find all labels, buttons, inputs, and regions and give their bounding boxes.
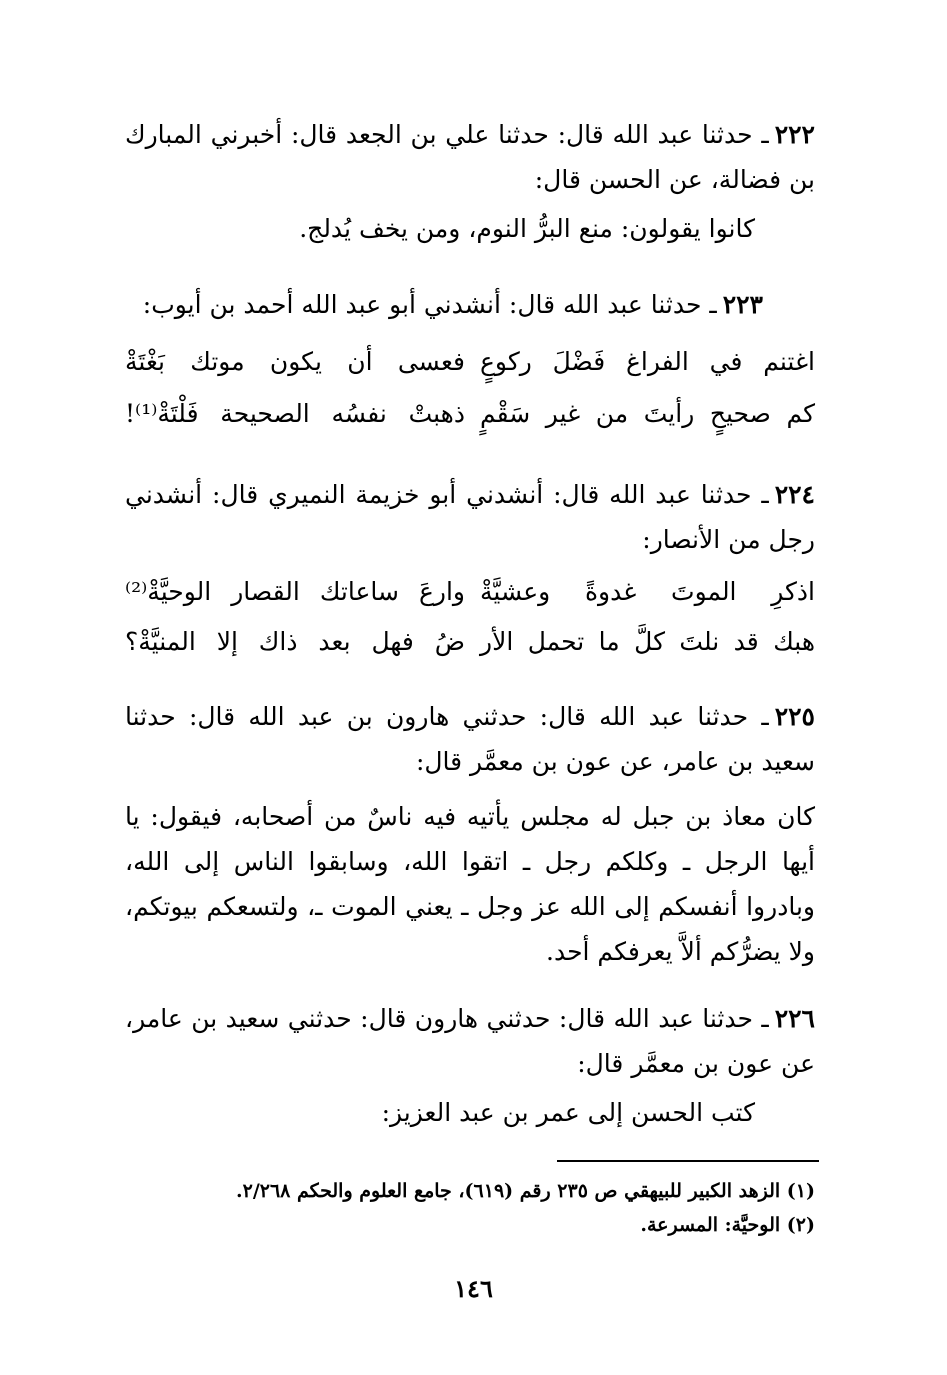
footnote [125,1208,815,1242]
isnad-text: ـ حدثنا عبد الله قال: أنشدني أبو عبد الله أحمد بن أيوب: [142,290,717,319]
verse-first-hemistich: اذكرِ الموتَ غدوةً وعشيَّةْ [480,577,815,606]
entry-226 [125,996,815,1086]
verse-line [125,392,815,436]
verse-first-hemistich: كم صحيحٍ رأيتَ من غير سَقْمٍ [480,399,815,428]
entry-226-isnad [125,996,815,1086]
entry-222-quote-block [125,206,815,251]
isnad-text: ـ حدثنا عبد الله قال: أنشدني أبو خزيمة النميري قال: أنشدني رجل من الأنصار: [125,480,815,554]
verse-second-hemistich: ضُ فهل بعد ذاك إلا المنيَّةْ؟ [125,627,465,656]
footnote-text: الزهد الكبير للبيهقي ص ٢٣٥ رقم (٦١٩)، جامع العلوم والحكم ٢/٢٦٨. [235,1180,781,1202]
entry-225-quote-block [125,794,815,974]
verse-first-hemistich: اغتنم في الفراغ فَضْلَ ركوعٍ [480,347,815,376]
entry-222-quote: كانوا يقولون: منع البرُّ النوم، ومن يخف يُدلج. [299,214,755,243]
verse-first-hemistich: هبك قد نلتَ كلَّ ما تحمل الأر [480,627,815,656]
entry-number: ٢٢٥ [774,702,815,731]
entry-225 [125,694,815,784]
verse-second-hemistich: وارعَ ساعاتك القصار الوحيَّةْ⁽²⁾ [125,577,465,606]
isnad-text: ـ حدثنا عبد الله قال: حدثنا علي بن الجعد قال: أخبرني المبارك بن فضالة، عن الحسن قال: [125,120,815,194]
entry-224 [125,472,815,562]
isnad-text: ـ حدثنا عبد الله قال: حدثني هارون بن عبد الله قال: حدثنا سعيد بن عامر، عن عون بن معمَّر قال: [125,702,815,776]
entry-number: ٢٢٢ [774,120,815,149]
page-number: ١٤٦ [454,1274,493,1303]
entry-222 [125,112,815,202]
entry-222-isnad [125,112,815,202]
entry-225-isnad [125,694,815,784]
entry-226-quote: كتب الحسن إلى عمر بن عبد العزيز: [381,1098,755,1127]
verse-line [125,620,815,664]
entry-223-isnad [125,282,815,327]
footnote-marker: (٢) [786,1214,815,1236]
footnote-text: الوحيَّة: المسرعة. [640,1214,781,1236]
entry-225-quote: كان معاذ بن جبل له مجلس يأتيه فيه ناسٌ من أصحابه، فيقول: يا أيها الرجل ـ وكلكم رجل ـ اتقوا الله، وسابقوا الناس إلى الله، وبادروا أنفسكم إلى الله عز وجل ـ يعني الموت ـ، ولتسعكم بيوتكم، ولا يضرُّكم ألاَّ يعرفكم أحد. [125,802,815,966]
footnote [125,1174,815,1208]
entry-number: ٢٢٤ [774,480,815,509]
entry-number: ٢٢٦ [774,1004,815,1033]
verse-second-hemistich: ذهبتْ نفسُه الصحيحة فَلْتَةْ⁽¹⁾! [125,399,465,428]
entry-226-quote-block [125,1090,815,1135]
verse-line [125,340,815,384]
verse-second-hemistich: فعسى أن يكون موتك بَغْتَةْ [125,347,465,376]
footnote-separator [557,1160,819,1162]
verse-line [125,570,815,614]
entry-number: ٢٢٣ [722,290,763,319]
entry-223 [125,282,815,327]
isnad-text: ـ حدثنا عبد الله قال: حدثني هارون قال: حدثني سعيد بن عامر، عن عون بن معمَّر قال: [125,1004,815,1078]
entry-224-isnad [125,472,815,562]
footnote-marker: (١) [786,1180,815,1202]
